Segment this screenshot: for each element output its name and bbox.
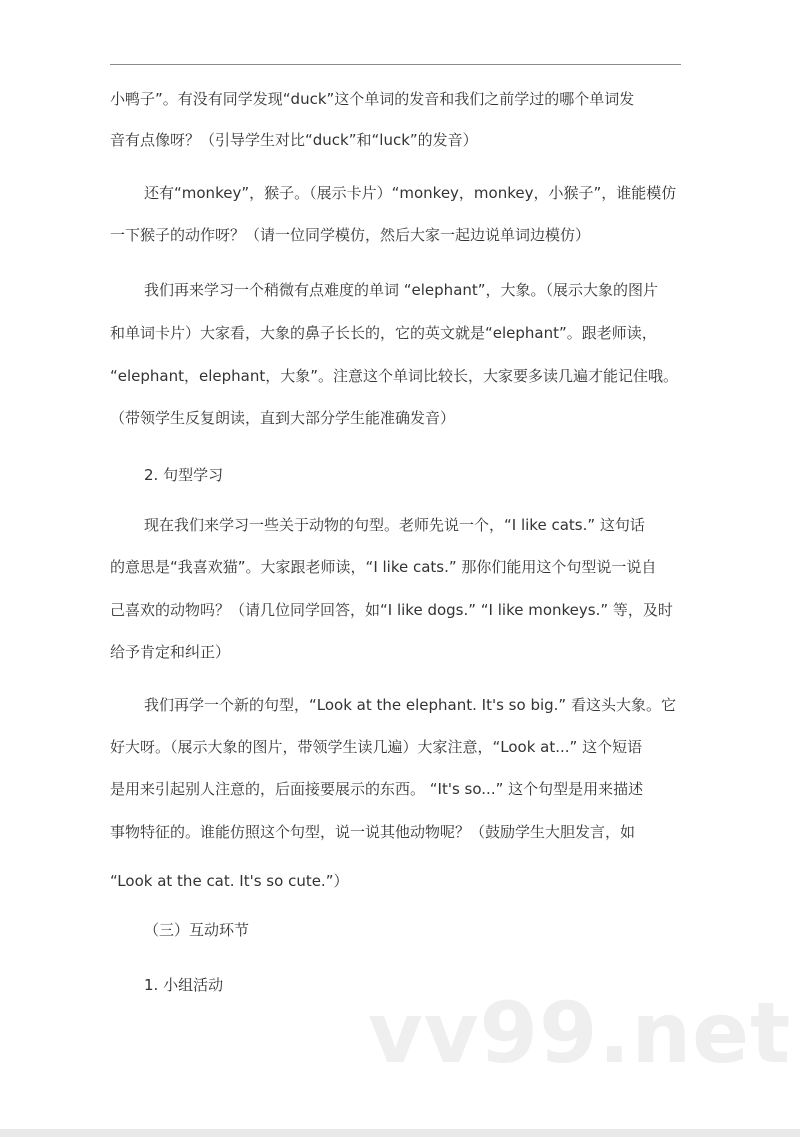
paragraph-line: 音有点像呀？（引导学生对比“duck”和“luck”的发音） [110, 131, 478, 149]
paragraph-line: 和单词卡片）大家看，大象的鼻子长长的，它的英文就是“elephant”。跟老师读， [110, 324, 657, 342]
paragraph-line: 己喜欢的动物吗？（请几位同学回答，如“I like dogs.” “I like monkeys.” 等，及时 [110, 601, 673, 619]
section-heading: 2. 句型学习 [144, 466, 224, 484]
paragraph-line: 好大呀。（展示大象的图片，带领学生读几遍）大家注意，“Look at...” 这个短语 [110, 738, 643, 756]
header-rule [110, 64, 681, 65]
paragraph-line: 我们再来学习一个稍微有点难度的单词 “elephant”，大象。（展示大象的图片 [144, 281, 659, 299]
paragraph-line: 给予肯定和纠正） [110, 643, 231, 661]
paragraph-line: “Look at the cat. It's so cute.”） [110, 872, 349, 890]
paragraph-line: 事物特征的。谁能仿照这个句型，说一说其他动物呢？（鼓励学生大胆发言，如 [110, 823, 636, 841]
paragraph-line: 现在我们来学习一些关于动物的句型。老师先说一个，“I like cats.” 这句话 [144, 516, 645, 534]
paragraph-line: 的意思是“我喜欢猫”。大家跟老师读，“I like cats.” 那你们能用这个句型说一说自 [110, 558, 657, 576]
subsection-heading: 1. 小组活动 [144, 976, 224, 994]
section-heading: （三）互动环节 [144, 921, 250, 939]
paragraph-line: （带领学生反复朗读，直到大部分学生能准确发音） [110, 409, 456, 427]
paragraph-line: 还有“monkey”，猴子。（展示卡片）“monkey，monkey，小猴子”，谁能模仿 [144, 184, 677, 202]
watermark: vv99.net [368, 984, 792, 1082]
paragraph-line: “elephant，elephant，大象”。注意这个单词比较长，大家要多读几遍才能记住哦。 [110, 367, 679, 385]
page-bottom-edge [0, 1129, 800, 1137]
paragraph-line: 一下猴子的动作呀？（请一位同学模仿，然后大家一起边说单词边模仿） [110, 226, 591, 244]
paragraph-line: 是用来引起别人注意的，后面接要展示的东西。 “It's so...” 这个句型是用来描述 [110, 780, 644, 798]
paragraph-line: 小鸭子”。有没有同学发现“duck”这个单词的发音和我们之前学过的哪个单词发 [110, 90, 635, 108]
paragraph-line: 我们再学一个新的句型，“Look at the elephant. It's so big.” 看这头大象。它 [144, 696, 676, 714]
